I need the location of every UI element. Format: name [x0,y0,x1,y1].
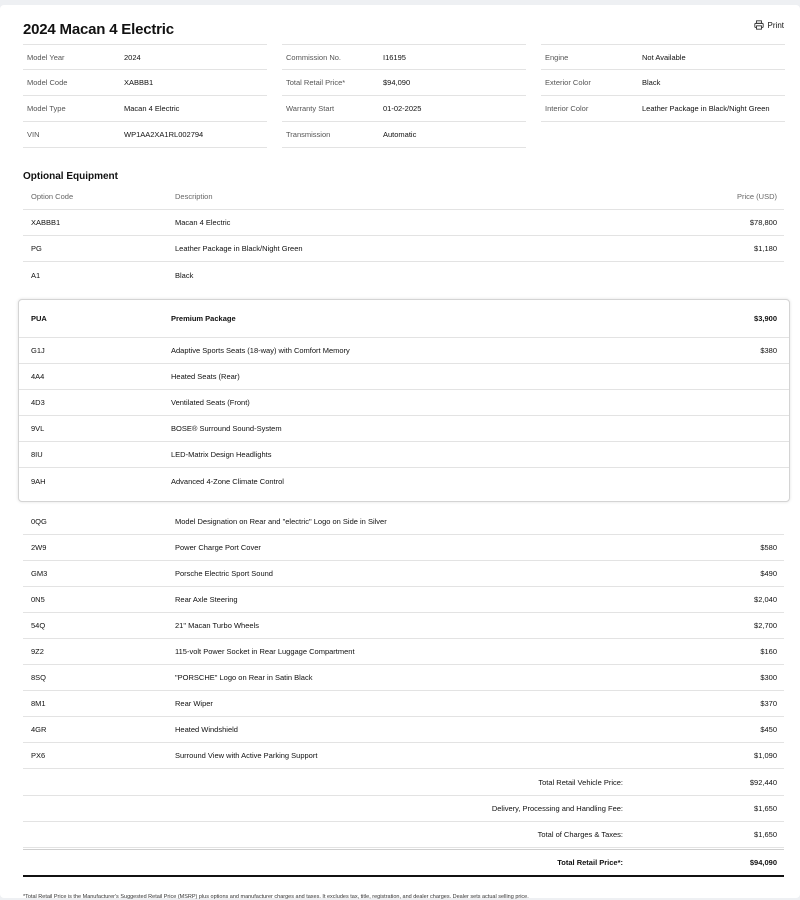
total-retail-price-row [23,849,784,877]
spec-column-1 [23,44,267,148]
option-price: $490 [760,569,777,578]
print-button[interactable] [754,20,784,30]
spec-value: Macan 4 Electric [124,104,180,113]
option-description: Surround View with Active Parking Support [175,751,318,760]
spec-value: WP1AA2XA1RL002794 [124,130,204,139]
option-code: 8SQ [31,673,47,682]
print-label: Print [767,20,784,30]
option-price: $370 [760,699,777,708]
spec-row [541,44,785,70]
spec-row [282,70,526,96]
charges-taxes-row [23,822,784,848]
option-description: 21" Macan Turbo Wheels [175,621,259,630]
option-code: 9VL [31,424,45,433]
spec-label: Interior Color [545,104,589,113]
total-label: Total Retail Price*: [557,858,623,867]
equipment-table-top [23,183,784,288]
header-option-code: Option Code [31,191,74,201]
spec-label: Model Year [27,52,65,62]
option-code: 2W9 [31,543,47,552]
header-price: Price (USD) [736,191,777,201]
header-description: Description [175,191,213,201]
option-code: PG [31,244,42,253]
equipment-row [23,717,784,743]
option-code: PX6 [31,751,46,760]
option-description: Adaptive Sports Seats (18-way) with Comfort Memory [171,346,350,355]
total-label: Delivery, Processing and Handling Fee: [491,804,623,813]
price-totals [23,770,784,877]
equipment-row [23,743,784,769]
option-code: 9Z2 [31,647,44,656]
option-code: 9AH [31,476,46,486]
total-value: $1,650 [754,804,777,813]
total-value: $94,090 [749,858,777,867]
option-code: XABBB1 [31,218,61,227]
equipment-header-row [23,183,784,210]
option-description: Advanced 4-Zone Climate Control [171,476,284,486]
spec-value: I16195 [383,52,406,62]
package-code: PUA [31,314,47,323]
spec-row [23,44,267,70]
equipment-row [23,210,784,236]
option-description: Macan 4 Electric [175,218,231,227]
spec-row [541,96,785,122]
option-code: 4D3 [31,398,45,407]
package-item-row [19,416,789,442]
option-code: 8M1 [31,699,46,708]
option-description: Black [175,270,194,280]
spec-value: Not Available [642,52,686,62]
option-description: Rear Axle Steering [175,595,238,604]
spec-row [282,96,526,122]
spec-row [282,44,526,70]
package-item-row [19,390,789,416]
option-description: Heated Windshield [175,725,238,734]
package-description: Premium Package [171,314,236,323]
option-description: Model Designation on Rear and "electric" Logo on Side in Silver [175,517,387,526]
option-code: 0QG [31,517,47,526]
option-description: Power Charge Port Cover [175,543,261,552]
option-price: $1,090 [754,751,777,760]
option-code: G1J [31,346,45,355]
equipment-row [23,613,784,639]
total-vehicle-price-row [23,770,784,796]
spec-value: $94,090 [383,78,411,87]
page-title: 2024 Macan 4 Electric [23,21,174,38]
spec-label: VIN [27,130,40,139]
total-value: $92,440 [749,778,777,787]
total-label: Total Retail Vehicle Price: [538,778,623,787]
option-description: Heated Seats (Rear) [171,372,240,381]
spec-label: Model Code [27,78,68,87]
option-description: 115-volt Power Socket in Rear Luggage Compartment [175,647,355,656]
option-code: A1 [31,270,41,280]
equipment-row [23,535,784,561]
option-code: GM3 [31,569,48,578]
option-price: $78,800 [749,218,777,227]
spec-value: XABBB1 [124,78,154,87]
spec-column-3 [541,44,785,122]
option-description: LED-Matrix Design Headlights [171,450,272,459]
package-price: $3,900 [754,314,777,323]
equipment-row [23,639,784,665]
spec-label: Total Retail Price* [286,78,346,87]
spec-label: Commission No. [286,52,342,62]
package-header-row [19,300,789,338]
spec-label: Transmission [286,130,331,139]
package-item-row [19,468,789,494]
option-price: $2,040 [754,595,777,604]
delivery-fee-row [23,796,784,822]
spec-value: 2024 [124,52,141,62]
price-footnote: *Total Retail Price is the Manufacturer's Suggested Retail Price (MSRP) plus options and manufacturer charges and taxes. It excludes tax, title, registration, and dealer charges. Dealer sets actual selling price. [23,894,529,900]
option-price: $1,180 [754,244,777,253]
option-price: $580 [760,543,777,552]
spec-label: Warranty Start [286,104,335,113]
option-code: 4GR [31,725,47,734]
equipment-row [23,691,784,717]
spec-label: Exterior Color [545,78,591,87]
spec-row [23,70,267,96]
spec-label: Engine [545,52,569,62]
option-code: 4A4 [31,372,45,381]
option-description: Rear Wiper [175,699,213,708]
option-price: $450 [760,725,777,734]
spec-column-2 [282,44,526,148]
option-description: BOSE® Surround Sound-System [171,424,282,433]
option-price: $2,700 [754,621,777,630]
option-price: $160 [760,647,777,656]
equipment-row [23,665,784,691]
equipment-row [23,236,784,262]
spec-row [282,122,526,148]
spec-row [541,70,785,96]
equipment-table-bottom [23,509,784,769]
equipment-row [23,262,784,288]
option-code: 54Q [31,621,46,630]
option-price: $300 [760,673,777,682]
equipment-row [23,561,784,587]
equipment-row [23,509,784,535]
vehicle-details-page [0,5,800,898]
spec-row [23,96,267,122]
total-label: Total of Charges & Taxes: [537,830,623,839]
premium-package-group[interactable] [18,299,790,502]
option-description: Leather Package in Black/Night Green [175,244,303,253]
option-code: 0N5 [31,595,45,604]
option-code: 8IU [31,450,43,459]
option-price: $380 [760,346,777,355]
spec-label: Model Type [27,104,66,113]
spec-value: Black [642,78,661,87]
package-item-row [19,442,789,468]
total-value: $1,650 [754,830,777,839]
option-description: Porsche Electric Sport Sound [175,569,273,578]
optional-equipment-title: Optional Equipment [23,171,118,182]
spec-value: 01-02-2025 [383,104,422,113]
package-item-row [19,364,789,390]
option-description: "PORSCHE" Logo on Rear in Satin Black [175,673,313,682]
package-item-row [19,338,789,364]
spec-value: Automatic [383,130,417,139]
printer-icon [754,20,764,30]
spec-row [23,122,267,148]
option-description: Ventilated Seats (Front) [171,398,250,407]
spec-value: Leather Package in Black/Night Green [642,104,770,113]
equipment-row [23,587,784,613]
